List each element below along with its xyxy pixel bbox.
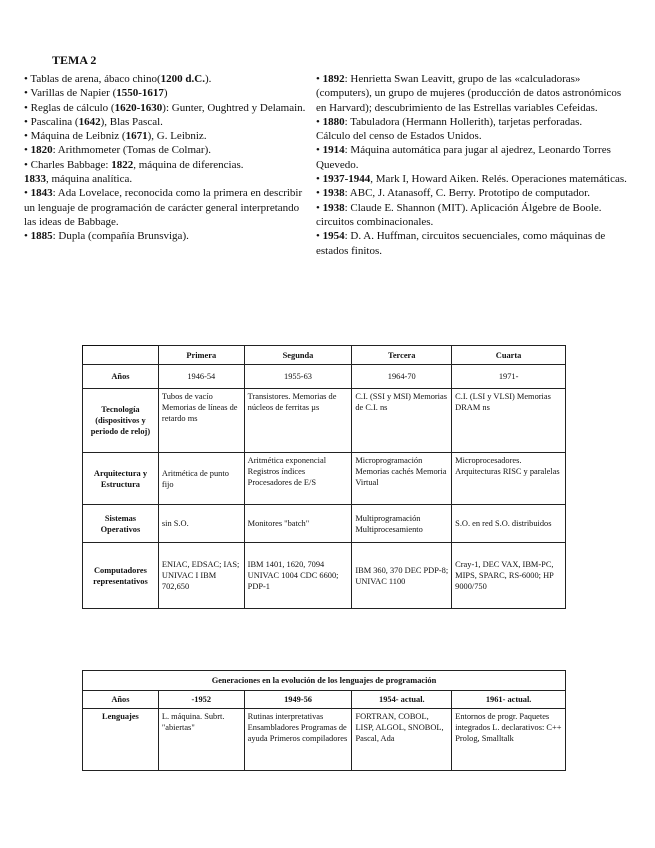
table-header-row <box>83 346 566 365</box>
row-label: Computadores representativos <box>83 543 159 609</box>
table-caption: Generaciones en la evolución de los lenguajes de programación <box>83 671 566 691</box>
table-row <box>83 365 566 389</box>
table-cell: sin S.O. <box>158 505 244 543</box>
table-cell: Transistores. Memorias de núcleos de ferritas µs <box>244 389 352 453</box>
list-item: • 1938: ABC, J. Atanasoff, C. Berry. Prototipo de computador. <box>316 187 590 200</box>
list-item: • Varillas de Napier (1550-1617) <box>24 87 168 100</box>
list-item: • 1880: Tabuladora (Hermann Hollerith), tarjetas perforadas. <box>316 115 583 128</box>
table-cell: FORTRAN, COBOL, LISP, ALGOL, SNOBOL, Pascal, Ada <box>352 709 452 771</box>
page-title: TEMA 2 <box>52 53 97 67</box>
row-label: Sistemas Operativos <box>83 505 159 543</box>
list-item: • 1937-1944, Mark I, Howard Aiken. Relés. Operaciones matemáticas. <box>316 173 627 186</box>
list-item: • Pascalina (1642), Blas Pascal. <box>24 115 163 128</box>
list-item: Cálculo del censo de Estados Unidos. <box>316 130 482 143</box>
list-item: • 1820: Arithmometer (Tomas de Colmar). <box>24 144 211 157</box>
column-header: 1954- actual. <box>352 691 452 709</box>
table-cell: Rutinas interpretativas Ensambladores Programas de ayuda Primeros compiladores <box>244 709 352 771</box>
table-cell: S.O. en red S.O. distribuidos <box>452 505 566 543</box>
table-cell: ENIAC, EDSAC; IAS; UNIVAC I IBM 702,650 <box>158 543 244 609</box>
table-header-row <box>83 691 566 709</box>
table-row <box>83 389 566 453</box>
table-cell: Aritmética de punto fijo <box>158 453 244 505</box>
table-cell: IBM 1401, 1620, 7094 UNIVAC 1004 CDC 6600; PDP-1 <box>244 543 352 609</box>
table-cell: Entornos de progr. Paquetes integrados L. declarativos: C++ Prolog, Smalltalk <box>452 709 566 771</box>
column-header: Tercera <box>352 346 452 365</box>
list-item: • 1954: D. A. Huffman, circuitos secuenciales, como máquinas de estados finitos. <box>316 230 606 257</box>
column-header: 1961- actual. <box>452 691 566 709</box>
table-cell: Aritmética exponencial Registros índices Procesadores de E/S <box>244 453 352 505</box>
table-cell: Microprogramación Memorias cachés Memoria Virtual <box>352 453 452 505</box>
table-cell: C.I. (LSI y VLSI) Memorias DRAM ns <box>452 389 566 453</box>
generations-table <box>82 345 566 609</box>
table-corner <box>83 346 159 365</box>
row-label: Tecnología (dispositivos y periodo de reloj) <box>83 389 159 453</box>
table-cell: L. máquina. Subrt. "abiertas" <box>158 709 244 771</box>
list-item: • Charles Babbage: 1822, máquina de diferencias. <box>24 158 244 171</box>
row-label: Arquitectura y Estructura <box>83 453 159 505</box>
row-label: Años <box>83 691 159 709</box>
table-cell: Monitores "batch" <box>244 505 352 543</box>
row-label: Años <box>83 365 159 389</box>
list-item: • Reglas de cálculo (1620-1630): Gunter, Oughtred y Delamain. <box>24 101 306 114</box>
table-cell: 1946-54 <box>158 365 244 389</box>
column-header: Cuarta <box>452 346 566 365</box>
languages-table <box>82 670 566 771</box>
table-cell: 1971- <box>452 365 566 389</box>
table-cell: 1964-70 <box>352 365 452 389</box>
column-header: Primera <box>158 346 244 365</box>
table-row <box>83 453 566 505</box>
table-cell: Multiprogramación Multiprocesamiento <box>352 505 452 543</box>
column-header: Segunda <box>244 346 352 365</box>
list-item: • 1892: Henrietta Swan Leavitt, grupo de las «calculadoras» (computers), un grupo de mujeres (producción de datos astronómicos en Harvard); descubrimiento de las Estrellas variables Cefeidas. <box>316 73 622 114</box>
table-row <box>83 505 566 543</box>
table-row <box>83 543 566 609</box>
table-row <box>83 709 566 771</box>
column-header: 1949-56 <box>244 691 352 709</box>
list-item: • Tablas de arena, ábaco chino(1200 d.C.). <box>24 73 212 85</box>
table-cell: Microprocesadores. Arquitecturas RISC y paralelas <box>452 453 566 505</box>
left-column <box>24 72 310 244</box>
table-cell: Cray-1, DEC VAX, IBM-PC, MIPS, SPARC, RS-6000; HP 9000/750 <box>452 543 566 609</box>
list-item: • 1885: Dupla (compañía Brunsviga). <box>24 230 189 243</box>
list-item: • 1843: Ada Lovelace, reconocida como la primera en describir un lenguaje de programación de carácter general interpretando las ideas de Babbage. <box>24 187 303 228</box>
row-label: Lenguajes <box>83 709 159 771</box>
list-item: • Máquina de Leibniz (1671), G. Leibniz. <box>24 130 207 143</box>
table-cell: IBM 360, 370 DEC PDP-8; UNIVAC 1100 <box>352 543 452 609</box>
list-item: • 1914: Máquina automática para jugar al ajedrez, Leonardo Torres Quevedo. <box>316 144 611 171</box>
table-cell: Tubos de vacío Memorias de líneas de retardo ms <box>158 389 244 453</box>
right-column <box>316 72 628 258</box>
list-item: 1833, máquina analítica. <box>24 173 133 186</box>
list-item: • 1938: Claude E. Shannon (MIT). Aplicación Álgebre de Boole. circuitos combinacionales. <box>316 201 602 228</box>
column-header: -1952 <box>158 691 244 709</box>
table-cell: 1955-63 <box>244 365 352 389</box>
table-caption-row <box>83 671 566 691</box>
table-cell: C.I. (SSI y MSI) Memorias de C.I. ns <box>352 389 452 453</box>
